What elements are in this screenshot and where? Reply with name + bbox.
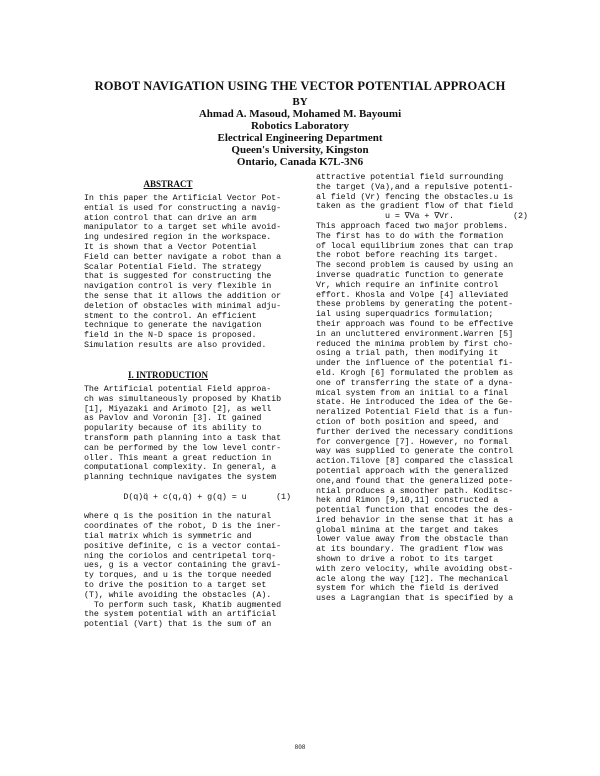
text-line: [1], Miyazaki and Arimoto [2], as well [84,403,272,414]
text-line: taken as the gradient flow of that field [316,201,514,212]
text-line: oller. This meant a great reduction in [84,452,272,463]
abstract-body [84,194,300,351]
text-line: It is shown that a Vector Potential [84,241,257,252]
text-line: In this paper the Artificial Vector Pot- [84,193,282,203]
text-line: attractive potential field surrounding [316,172,504,182]
text-line: Scalar Potential Field. The strategy [84,261,262,272]
text-line: ction of both position and speed, and [316,416,499,427]
text-line: state. He introduced the idea of the Ge- [316,397,514,408]
text-line: one of transferring the state of a dyna- [316,377,514,388]
abstract-heading: ABSTRACT [143,179,193,189]
text-line: Simulation results are also provided. [84,339,267,350]
text-line: their approach was found to be effective [316,318,514,329]
text-line: The first has to do with the formation [316,230,504,241]
text-line: neralized Potential Field that is a fun- [316,407,514,418]
text-line: to drive the position to a target set [84,579,267,590]
text-line: transform path planning into a task that [84,432,282,443]
text-line: the sense that it allows the addition or [84,290,282,301]
text-line: ning the coriolos and centripetal torq- [84,550,277,561]
text-line: as Pavlov and Voronin [3]. It gained [84,413,262,424]
text-line: deletion of obstacles with minimal adju- [84,300,282,311]
right-column-body [316,173,536,604]
text-line: ial using superquadrics formulation; [316,309,494,320]
text-line: in an uncluttered environment.Warren [5] [316,328,514,339]
text-line: eld. Krogh [6] formulated the problem as [316,367,514,378]
text-line: ation control that can drive an arm [84,212,257,223]
text-line: acle along the way [12]. The mechanical [316,573,509,584]
text-line: coordinates of the robot, D is the iner- [84,521,282,532]
text-line: further derived the necessary conditions [316,426,514,437]
text-line: manipulator to a target set while avoid- [84,222,282,233]
text-line: where q is the position in the natural [84,511,272,522]
text-line: at its boundary. The gradient flow was [316,544,504,555]
text-line: The second problem is caused by using an [316,260,514,271]
text-line: positive definite, c is a vector contai- [84,540,282,551]
text-line: field in the N-D space is proposed. [84,330,257,341]
paper-title: ROBOT NAVIGATION USING THE VECTOR POTENTIAL APPROACH [94,79,506,93]
text-line: To perform such task, Khatib augmented [84,599,282,610]
text-line: osing a trial path, then modifying it [316,348,499,359]
text-line: of local equilibrium zones that can trap [316,240,514,251]
author-location: Ontario, Canada K7L-3N6 [236,156,364,168]
text-line: way was supplied to generate the control [316,446,514,457]
introduction-heading: I. INTRODUCTION [127,370,208,380]
text-line: al field (Vr) fencing the obstacles.u is [316,191,514,202]
text-line: one,and found that the generalized pote- [316,475,514,486]
text-line: action.Tilove [8] compared the classical [316,456,514,467]
text-line: popularity because of its ability to [84,423,262,434]
text-line: u = ∇Va + ∇Vr. (2) [316,211,528,222]
text-line: ch was simultaneously proposed by Khatib [84,393,282,404]
text-line: ing undesired region in the workspace. [84,232,272,243]
text-line: system for which the field is derived [316,583,499,594]
text-line: global minima at the target and takes [316,524,499,535]
text-line: Field can better navigate a robot than a [84,251,282,262]
text-line: can be performed by the low level contr- [84,442,282,453]
text-line: D(q)q̈ + c(q,q̇) + g(q) = u (1) [84,491,291,502]
text-line: Vr, which require an infinite control [316,279,499,290]
text-line: reduced the minima problem by first cho- [316,338,514,349]
author-block [0,108,600,168]
text-line: potential function that encodes the des- [316,505,514,516]
text-line: navigation control is very flexible in [84,281,272,292]
author-university: Queen's University, Kingston [231,144,369,156]
text-line: potential (Vart) that is the sum of an [84,619,272,630]
text-line: the target (Va),and a repulsive potenti- [316,181,514,192]
text-line: ues, g is a vector containing the gravi- [84,560,282,571]
text-line: The Artificial potential Field approa- [84,384,272,394]
text-line: these problems by generating the potent- [316,299,514,310]
text-line: effort. Khosla and Volpe [4] alleviated [316,289,509,300]
text-line: with zero velocity, while avoiding obst- [316,563,514,574]
text-line: mical system from an initial to a final [316,387,509,398]
introduction-body [84,385,300,630]
text-line: potential approach with the generalized [316,465,509,476]
by-line: BY [292,96,308,108]
author-department: Electrical Engineering Department [217,132,383,144]
text-line: stment to the control. An efficient [84,310,257,321]
author-names: Ahmad A. Masoud, Mohamed M. Bayoumi [198,108,402,120]
text-line: computational complexity. In general, a [84,462,277,473]
text-line: inverse quadratic function to generate [316,269,504,280]
text-line: ential is used for constructing a navig- [84,202,282,213]
text-line: planning technique navigates the system [84,472,277,483]
text-line: uses a Lagrangian that is specified by a [316,593,514,604]
text-line: ty torques, and u is the torque needed [84,570,272,581]
text-line: hek and Rimon [9,10,11] constructed a [316,495,499,506]
text-line: This approach faced two major problems. [316,220,509,231]
text-line: under the influence of the potential fi- [316,358,514,369]
text-line: tial matrix which is symmetric and [84,530,252,541]
text-line: lower value away from the obstacle than [316,534,509,545]
page-number: 808 [294,744,306,751]
author-lab: Robotics Laboratory [250,120,350,132]
text-line: shown to drive a robot to its target [316,554,494,565]
text-line: ired behavior in the sense that it has a [316,514,514,525]
text-line: that is suggested for constructing the [84,271,272,282]
text-line: the system potential with an artificial [84,609,277,620]
text-line: (T), while avoiding the obstacles (A). [84,589,272,600]
text-line: for convergence [7]. However, no formal [316,436,509,447]
text-line: technique to generate the navigation [84,320,262,331]
text-line: the robot before reaching its target. [316,250,499,261]
text-line: ntial produces a smoother path. Koditsc- [316,485,514,496]
